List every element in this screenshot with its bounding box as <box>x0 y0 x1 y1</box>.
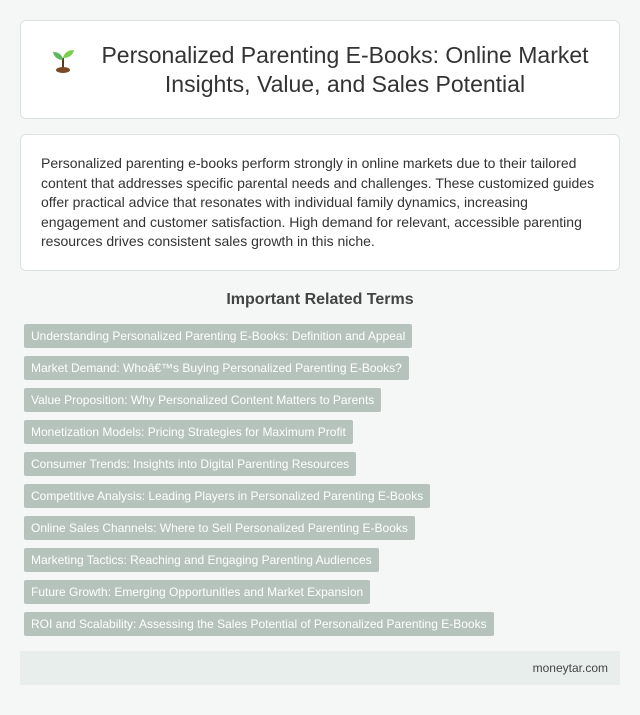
term-tag[interactable]: Future Growth: Emerging Opportunities and Market Expansion <box>24 580 370 604</box>
term-row <box>24 548 620 580</box>
terms-list <box>24 324 620 644</box>
term-row <box>24 388 620 420</box>
term-tag[interactable]: Online Sales Channels: Where to Sell Personalized Parenting E-Books <box>24 516 415 540</box>
term-tag[interactable]: Monetization Models: Pricing Strategies for Maximum Profit <box>24 420 353 444</box>
term-row <box>24 324 620 356</box>
term-tag[interactable]: Competitive Analysis: Leading Players in Personalized Parenting E-Books <box>24 484 430 508</box>
terms-heading: Important Related Terms <box>226 291 414 308</box>
term-row <box>24 516 620 548</box>
term-tag[interactable]: Consumer Trends: Insights into Digital Parenting Resources <box>24 452 356 476</box>
term-row <box>24 356 620 388</box>
page-title: Personalized Parenting E-Books: Online Market Insights, Value, and Sales Potential <box>101 41 589 97</box>
term-row <box>24 484 620 516</box>
term-row <box>24 612 620 644</box>
term-tag[interactable]: Marketing Tactics: Reaching and Engaging Parenting Audiences <box>24 548 379 572</box>
term-tag[interactable]: Value Proposition: Why Personalized Content Matters to Parents <box>24 388 381 412</box>
title-card <box>20 20 620 119</box>
term-row <box>24 452 620 484</box>
term-tag[interactable]: ROI and Scalability: Assessing the Sales Potential of Personalized Parenting E-Books <box>24 612 494 636</box>
intro-paragraph: Personalized parenting e-books perform strongly in online markets due to their tailored content that addresses specific parental needs and challenges. These customized guides offer practical advice that resonates with individual family dynamics, increasing engagement and customer satisfaction. High demand for relevant, accessible parenting resources drives consistent sales growth in this niche. <box>41 155 595 249</box>
term-tag[interactable]: Market Demand: Whoâ€™s Buying Personalized Parenting E-Books? <box>24 356 409 380</box>
term-row <box>24 420 620 452</box>
footer-site-link[interactable]: moneytar.com <box>532 661 608 675</box>
term-tag[interactable]: Understanding Personalized Parenting E-Books: Definition and Appeal <box>24 324 412 348</box>
intro-card <box>20 134 620 271</box>
term-row <box>24 580 620 612</box>
footer <box>20 651 620 685</box>
seedling-icon <box>45 41 81 77</box>
